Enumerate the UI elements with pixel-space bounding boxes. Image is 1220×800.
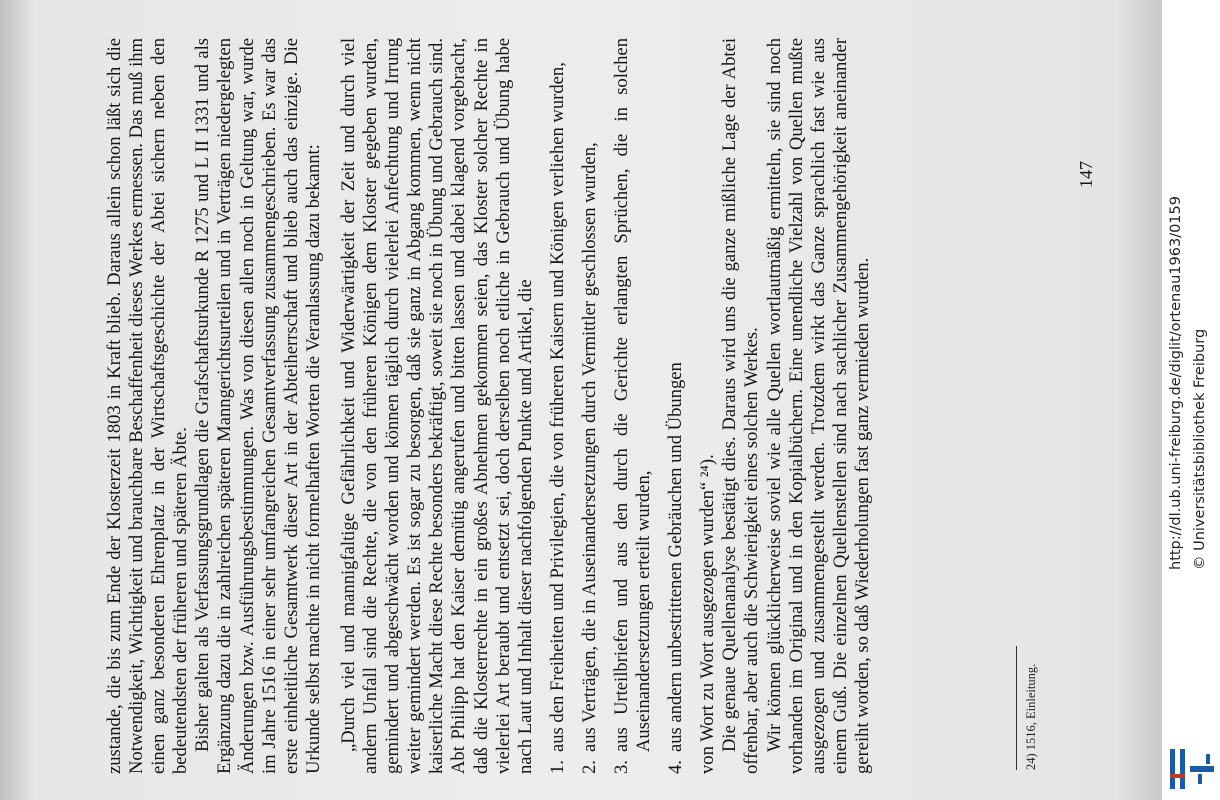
page-number: 147 xyxy=(1076,161,1096,188)
copyright-notice: © Universitätsbibliothek Freiburg xyxy=(1192,328,1208,570)
list-item-text: aus den Freiheiten und Privilegien, die von früheren Kaisern und Königen verliehen wurden, xyxy=(546,62,568,752)
paragraph-analysis: Die genaue Quellenanalyse bestätigt dies. Daraus wird uns die ganze mißliche Lage der Abtei offenbar, aber auch die Schwierigkeit eines solchen Werkes. xyxy=(719,38,763,774)
footnote-rule xyxy=(1016,646,1017,770)
list-item xyxy=(665,38,687,774)
rotated-sidebar-content xyxy=(1162,0,1220,800)
quotation-end: von Wort zu Wort ausgezogen wurden“ ²⁴). xyxy=(697,454,719,774)
footnote-number: 24) xyxy=(1024,753,1038,770)
footnote-text: 1516, Einleitung. xyxy=(1024,663,1038,751)
list-item xyxy=(547,38,569,774)
ub-freiburg-logo-icon xyxy=(1166,746,1216,792)
list-item-text: aus Urteilbriefen und aus den durch die Gerichte erlangten Sprüchen, die in solchen Auseinandersetzungen erteilt wurden, xyxy=(610,38,655,752)
list-item xyxy=(579,38,601,774)
footnote xyxy=(1024,664,1039,770)
paragraph-sources: Wir können glücklicherweise soviel wie alle Quellen wortlautmäßig ermitteln, sie sind noch vorhanden im Original und in den Kopialbüchern. Eine unendliche Vielzahl von Quellen mußte ausgezogen und zusammengestellt werden. Trotzdem wirkt das Ganze sprachlich fast wie aus einem Guß. Die einzelnen Quellenstellen sind nach sachlicher Zusammengehörigkeit aneinander gereiht worden, so daß Wiederholungen fast ganz vermieden wurden. xyxy=(763,38,873,774)
paragraph-intro: zustande, die bis zum Ende der Klosterzeit 1803 in Kraft blieb. Daraus allein schon läßt sich die Notwendigkeit, Wichtigkeit und brauchbare Beschaffenheit dieses Werkes ermessen. Das muß ihm einen ganz besonderen Ehrenplatz in der Wirtschaftsgeschichte der Abtei sichern neben den bedeutendsten der früheren und späteren Äbte. xyxy=(104,38,192,774)
list-item-number: 4. xyxy=(665,760,687,774)
list-item-text: aus andern unbestrittenen Gebräuchen und Übungen xyxy=(665,362,687,752)
library-sidebar xyxy=(1162,0,1220,800)
quotation-paragraph: „Durch viel und mannigfaltige Gefährlichkeit und Widerwärtigkeit der Zeit und durch viel andern Unfall sind die Rechte, die von den früheren Königen dem Kloster gegeben wurden, gemindert und abgeschwächt worden und können täglich durch vielerlei Anfechtung und Irrung weiter gemindert werden. Es ist sogar zu besorgen, daß sie ganz in Abgang kommen, wenn nicht kaiserliche Macht diese Rechte besonders bekräftigt, soweit sie noch in Übung und Gebrauch sind. Abt Philipp hat den Kaiser demütig angerufen und bitten lassen und dabei klagend vorgebracht, daß die Klosterrechte in ein großes Abnehmen gekommen seien, das Kloster solcher Rechte in vielerlei Art beraubt und entsetzt sei, doch derselben noch etliche in Gebrauch und Übung habe nach Laut und Inhalt dieser nachfolgenden Punkte und Artikel, die xyxy=(337,38,536,774)
list-item-number: 3. xyxy=(610,760,632,774)
list-item-text: aus Verträgen, die in Auseinandersetzungen durch Vermittler geschlossen wurden, xyxy=(578,142,600,752)
paragraph-constitution: Bisher galten als Verfassungsgrundlagen die Grafschaftsurkunde R 1275 und L II 1331 und als Ergänzung dazu die in zahlreichen späteren Manngerichtsurteilen und in Verträgen niedergelegten Änderungen bzw. Ausführungsbestimmungen. Was von diesen allen noch in Geltung war, wurde im Jahre 1516 in einer sehr umfangreichen Gesamtverfassung zusammengeschrieben. Es war das erste einheitliche Gesamtwerk dieser Art in der Abteiherrschaft und blieb auch das einzige. Die Urkunde selbst machte in nicht formelhaften Worten die Veranlassung dazu bekannt: xyxy=(192,38,324,774)
list-item xyxy=(611,38,655,774)
list-item-number: 2. xyxy=(578,760,600,774)
body-text xyxy=(104,38,874,774)
source-list xyxy=(547,38,687,774)
list-item-number: 1. xyxy=(546,760,568,774)
permalink-url[interactable]: http://dl.ub.uni-freiburg.de/diglit/ortenau1963/0159 xyxy=(1168,196,1184,570)
